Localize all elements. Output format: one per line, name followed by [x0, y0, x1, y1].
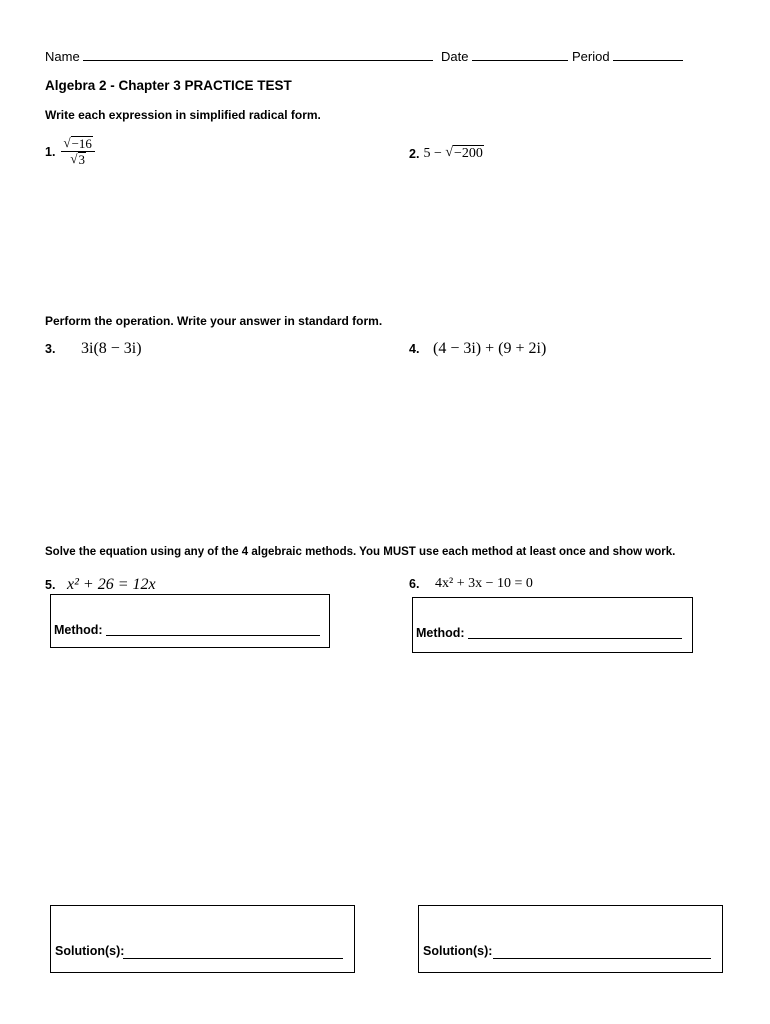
problem-4-expression: (4 − 3i) + (9 + 2i) [433, 340, 547, 357]
period-label: Period [572, 49, 610, 64]
section2-instruction: Perform the operation. Write your answer in standard form. [45, 314, 383, 328]
problem-2: 2. 5 − √ −200 [409, 145, 483, 161]
problem-5-number: 5. [45, 578, 56, 592]
period-field[interactable] [613, 48, 683, 61]
problem-3 [45, 340, 142, 358]
problem-5-method-label: Method: [54, 623, 103, 637]
problem-3-expression: 3i(8 − 3i) [81, 340, 142, 357]
problem-5-solution-label: Solution(s): [55, 944, 125, 958]
problem-2-number: 2. [409, 146, 420, 161]
period-row [572, 48, 683, 64]
problem-6-method-label: Method: [416, 626, 465, 640]
date-row [441, 48, 568, 64]
problem-1-fraction: √ −16 √ 3 [61, 136, 94, 167]
problem-6-solution-box [418, 905, 723, 973]
problem-4 [409, 340, 546, 358]
date-field[interactable] [472, 48, 568, 61]
problem-6-solution-label: Solution(s): [423, 944, 493, 958]
problem-5 [45, 576, 156, 594]
problem-6 [409, 576, 533, 592]
problem-6-expression: 4x² + 3x − 10 = 0 [435, 576, 533, 591]
problem-5-expression: x² + 26 = 12x [67, 576, 156, 593]
name-label: Name [45, 49, 80, 64]
problem-5-solution-box [50, 905, 355, 973]
date-label: Date [441, 49, 469, 64]
problem-3-number: 3. [45, 342, 56, 356]
section3-instruction: Solve the equation using any of the 4 algebraic methods. You MUST use each method at least once and show work. [45, 546, 676, 558]
problem-2-lead: 5 − [423, 145, 446, 161]
problem-5-method-field[interactable] [106, 635, 320, 636]
problem-6-number: 6. [409, 577, 420, 591]
problem-4-number: 4. [409, 342, 420, 356]
section1-instruction: Write each expression in simplified radical form. [45, 108, 321, 122]
problem-5-solution-field[interactable] [123, 958, 343, 959]
problem-5-method-box [50, 594, 330, 648]
name-row [45, 48, 433, 64]
problem-1-numerator: −16 [71, 136, 92, 151]
problem-6-method-field[interactable] [468, 638, 682, 639]
problem-6-method-box [412, 597, 693, 653]
problem-6-solution-field[interactable] [493, 958, 711, 959]
problem-1-denominator: 3 [78, 152, 85, 167]
page-title: Algebra 2 - Chapter 3 PRACTICE TEST [45, 78, 292, 93]
problem-1-number: 1. [45, 144, 56, 159]
problem-2-radicand: −200 [454, 146, 483, 161]
problem-1 [45, 136, 95, 167]
name-field[interactable] [83, 48, 433, 61]
